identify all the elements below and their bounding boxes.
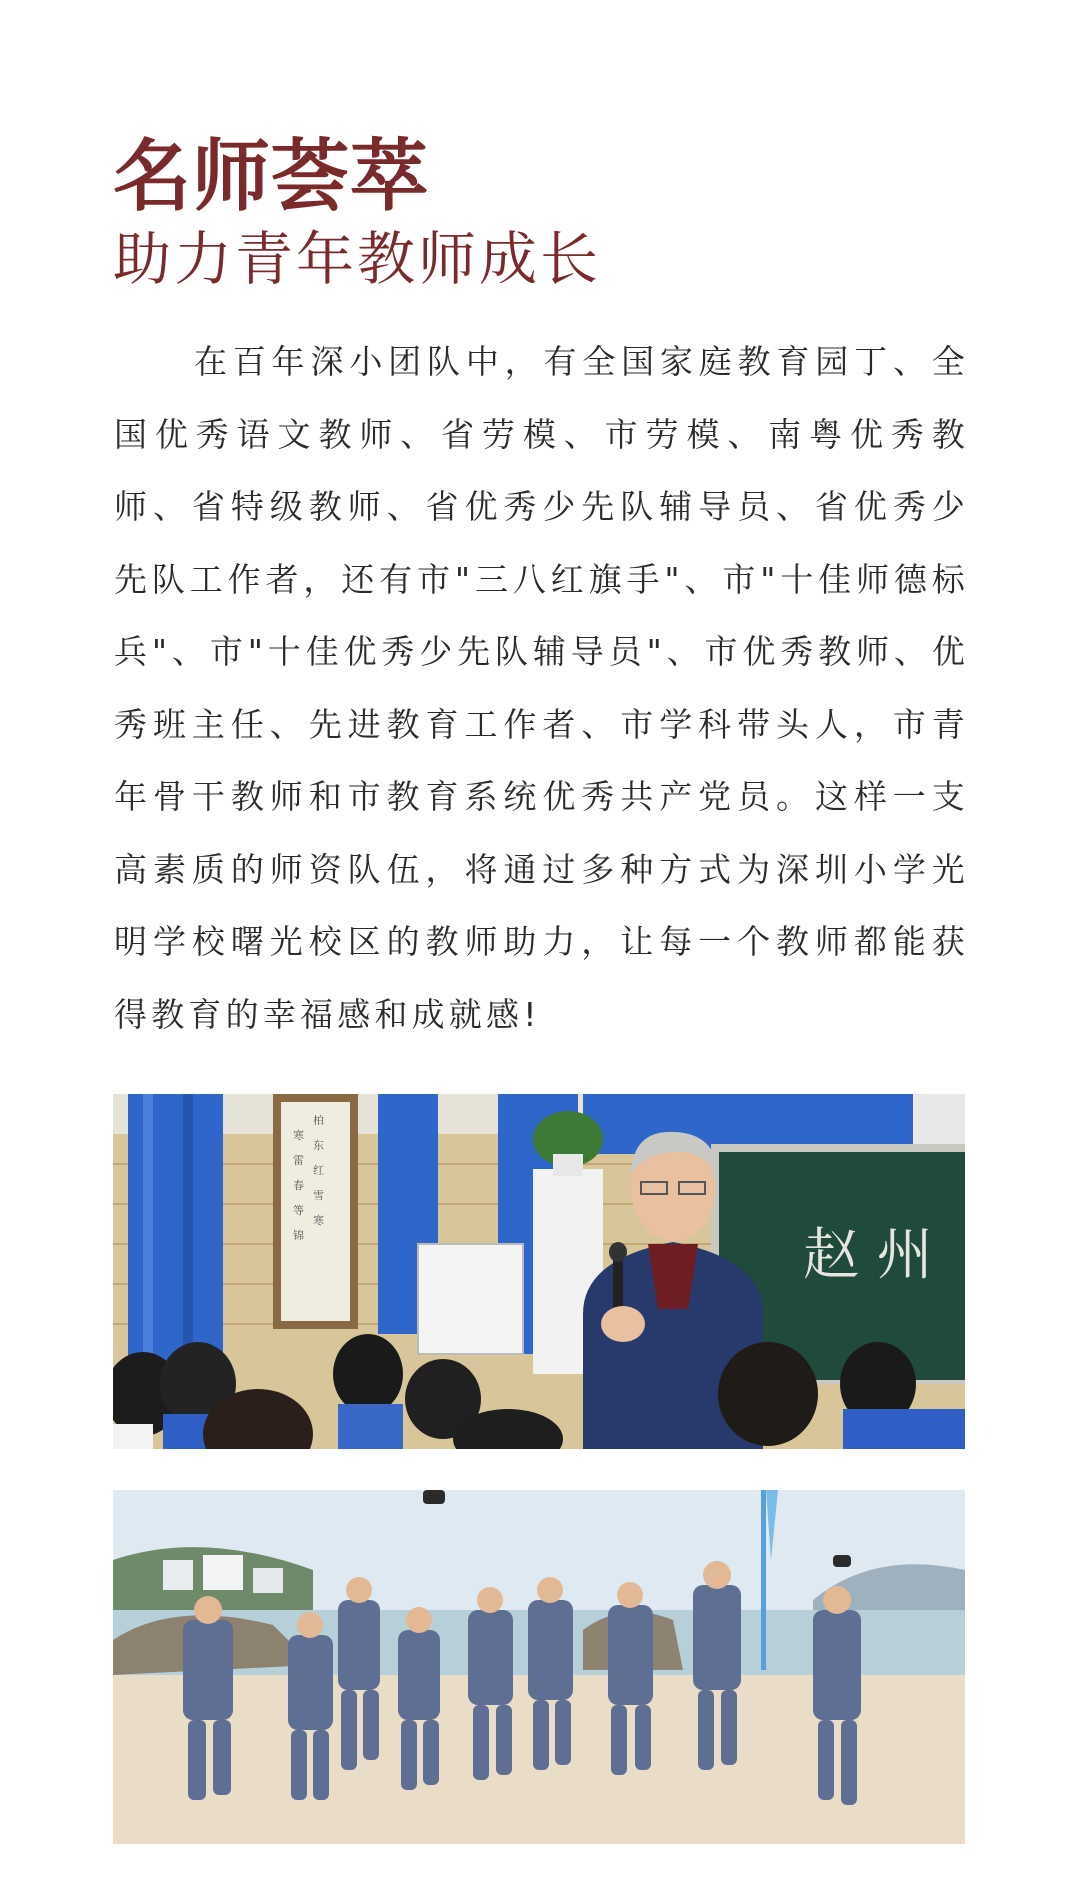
classroom-photo bbox=[113, 1094, 965, 1449]
body-paragraph: 在百年深小团队中，有全国家庭教育园丁、全国优秀语文教师、省劳模、市劳模、南粤优秀教师、省特级教师、省优秀少先队辅导员、省优秀少先队工作者，还有市"三八红旗手"、市"十佳师德标兵"、市"十佳优秀少先队辅导员"、市优秀教师、优秀班主任、先进教育工作者、市学科带头人，市青年骨干教师和市教育系统优秀共产党员。这样一支高素质的师资队伍，将通过多种方式为深圳小学光明学校曙光校区的教师助力，让每一个教师都能获得教育的幸福感和成就感! bbox=[114, 342, 969, 1034]
svg-text:寒: 寒 bbox=[313, 1214, 324, 1227]
svg-text:雪: 雪 bbox=[313, 1189, 324, 1202]
blackboard-text: 赵 州 bbox=[803, 1223, 933, 1288]
svg-text:锦: 锦 bbox=[293, 1229, 304, 1242]
svg-text:红: 红 bbox=[313, 1164, 324, 1177]
page-subtitle: 助力青年教师成长 bbox=[113, 225, 602, 293]
svg-text:等: 等 bbox=[293, 1204, 304, 1217]
page-title: 名师荟萃 bbox=[113, 132, 430, 222]
svg-text:寒: 寒 bbox=[293, 1129, 304, 1142]
svg-text:春: 春 bbox=[293, 1179, 304, 1192]
svg-text:雷: 雷 bbox=[293, 1154, 304, 1167]
svg-text:柏: 柏 bbox=[313, 1114, 324, 1127]
svg-text:东: 东 bbox=[313, 1139, 324, 1152]
beach-photo bbox=[113, 1490, 965, 1844]
